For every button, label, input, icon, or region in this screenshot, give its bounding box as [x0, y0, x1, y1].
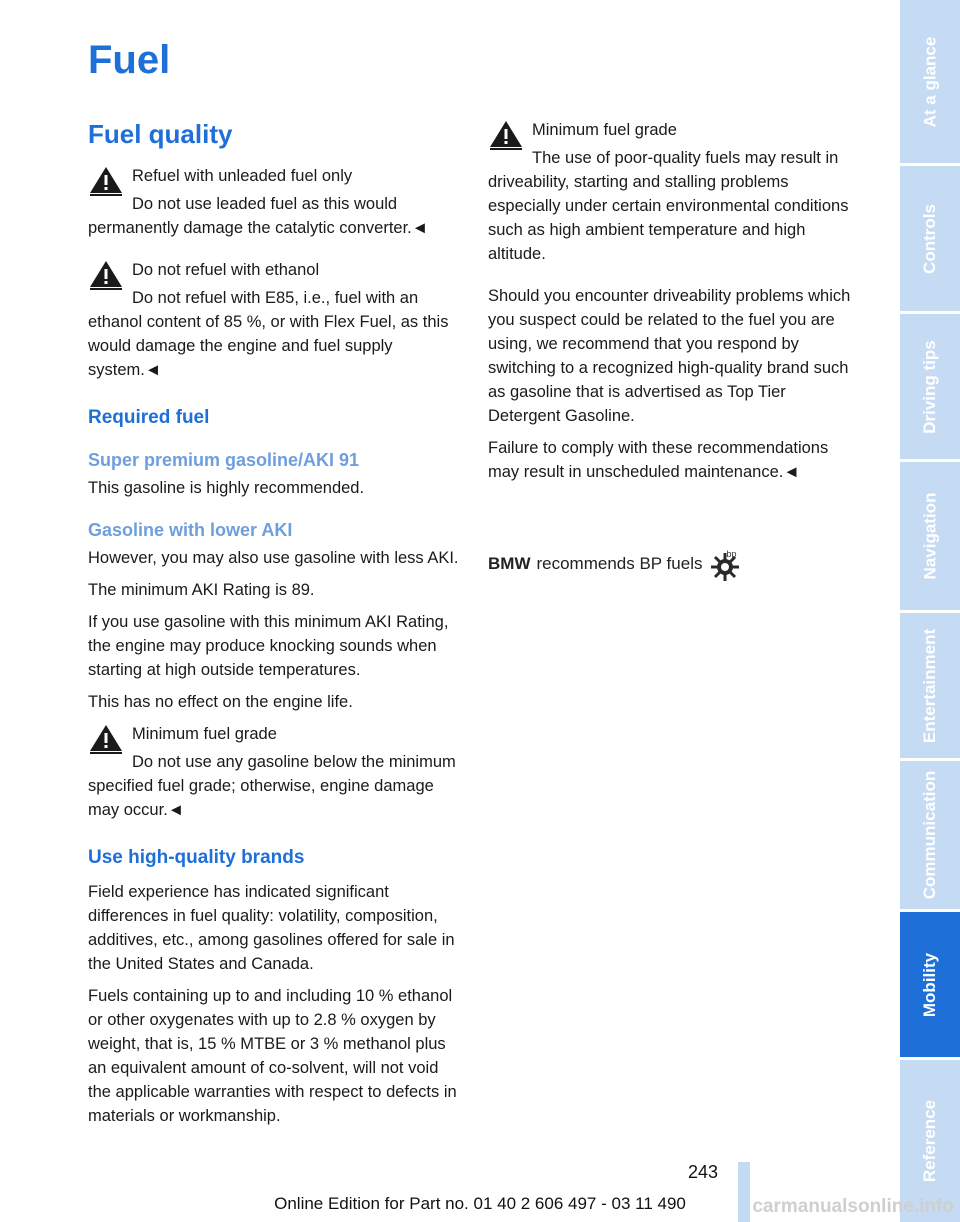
- paragraph: However, you may also use gasoline with less AKI.: [88, 549, 459, 567]
- warning-title: Do not refuel with ethanol: [132, 261, 320, 279]
- paragraph: Fuels containing up to and including 10 % ethanol or other oxygenates with up to 2.8 % oxygen by weight, that is, 15 % MTBE or 3 % methanol plus an equivalent amount of co-solvent, will not void the applicable warranties with respect to defects in materials or workmanship.: [88, 987, 457, 1125]
- logo-tagline: recommends BP fuels: [536, 554, 703, 573]
- paragraph: Failure to comply with these recommendations may result in unscheduled maintenance.◄: [488, 439, 829, 481]
- subheading-super-premium: Super premium gasoline/AKI 91: [88, 450, 360, 470]
- warning-unleaded: [88, 164, 462, 240]
- bmw-wordmark: BMW: [488, 554, 531, 573]
- warning-text: Do not refuel with E85, i.e., fuel with an ethanol content of 85 %, or with Flex Fuel, as this would damage the engine and fuel supply system.◄: [88, 289, 449, 379]
- warning-title: Minimum fuel grade: [132, 725, 277, 743]
- warning-minimum-grade: [88, 722, 462, 822]
- warning-ethanol: [88, 258, 462, 382]
- warning-triangle-icon: [88, 258, 124, 290]
- footer-edition: Online Edition for Part no. 01 40 2 606 497 - 03 11 490: [274, 1194, 686, 1213]
- warning-text: Do not use leaded fuel as this would permanently damage the catalytic converter.◄: [88, 195, 429, 237]
- warning-title: Refuel with unleaded fuel only: [132, 167, 353, 185]
- warning-title: Minimum fuel grade: [532, 121, 677, 139]
- warning-text: The use of poor-quality fuels may result in driveability, starting and stalling problems especially under certain environmental conditions such as high ambient temperature and high altitude.: [488, 149, 849, 263]
- tab-driving-tips[interactable]: Driving tips: [900, 314, 960, 459]
- tab-navigation[interactable]: Navigation: [900, 462, 960, 610]
- bmw-bp-logo: [488, 544, 862, 584]
- tab-mobility[interactable]: Mobility: [900, 912, 960, 1057]
- paragraph: If you use gasoline with this minimum AKI Rating, the engine may produce knocking sounds when starting at high outside temperatures.: [88, 613, 449, 679]
- warning-triangle-icon: [488, 118, 524, 150]
- tab-communication[interactable]: Communication: [900, 761, 960, 909]
- warning-triangle-icon: [88, 722, 124, 754]
- bp-label: bp: [726, 549, 737, 559]
- section-heading-brands: Use high-quality brands: [88, 847, 305, 868]
- tab-entertainment[interactable]: Entertainment: [900, 613, 960, 758]
- tab-at-a-glance[interactable]: At a glance: [900, 0, 960, 163]
- tab-reference[interactable]: Reference: [900, 1060, 960, 1222]
- page-number: 243: [688, 1162, 719, 1182]
- paragraph: The minimum AKI Rating is 89.: [88, 581, 315, 599]
- chapter-sidebar: [900, 0, 960, 1222]
- warning-triangle-icon: [88, 164, 124, 196]
- page-title: Fuel: [88, 38, 171, 82]
- warning-text: Do not use any gasoline below the minimum specified fuel grade; otherwise, engine damage may occur.◄: [88, 753, 456, 819]
- warning-poor-quality: [488, 118, 862, 266]
- left-column: [88, 118, 462, 1136]
- paragraph: This gasoline is highly recommended.: [88, 479, 365, 497]
- tab-controls[interactable]: Controls: [900, 166, 960, 311]
- paragraph: Field experience has indicated significant differences in fuel quality: volatility, composition, additives, etc., among gasolines offered for sale in the United States and Canada.: [88, 883, 455, 973]
- paragraph: This has no effect on the engine life.: [88, 693, 353, 711]
- right-column: [488, 118, 862, 584]
- section-heading-required-fuel: Required fuel: [88, 407, 210, 428]
- watermark: carmanualsonline.info: [752, 1196, 954, 1217]
- subheading-lower-aki: Gasoline with lower AKI: [88, 520, 293, 540]
- bp-logo: [710, 544, 744, 584]
- paragraph: Should you encounter driveability problems which you suspect could be related to the fuel you are using, we recommend that you respond by switching to a recognized high-quality brand such as gasoline that is advertised as Top Tier Detergent Gasoline.: [488, 287, 851, 425]
- bp-helios-icon: [710, 552, 740, 582]
- section-heading-fuel-quality: Fuel quality: [88, 119, 233, 149]
